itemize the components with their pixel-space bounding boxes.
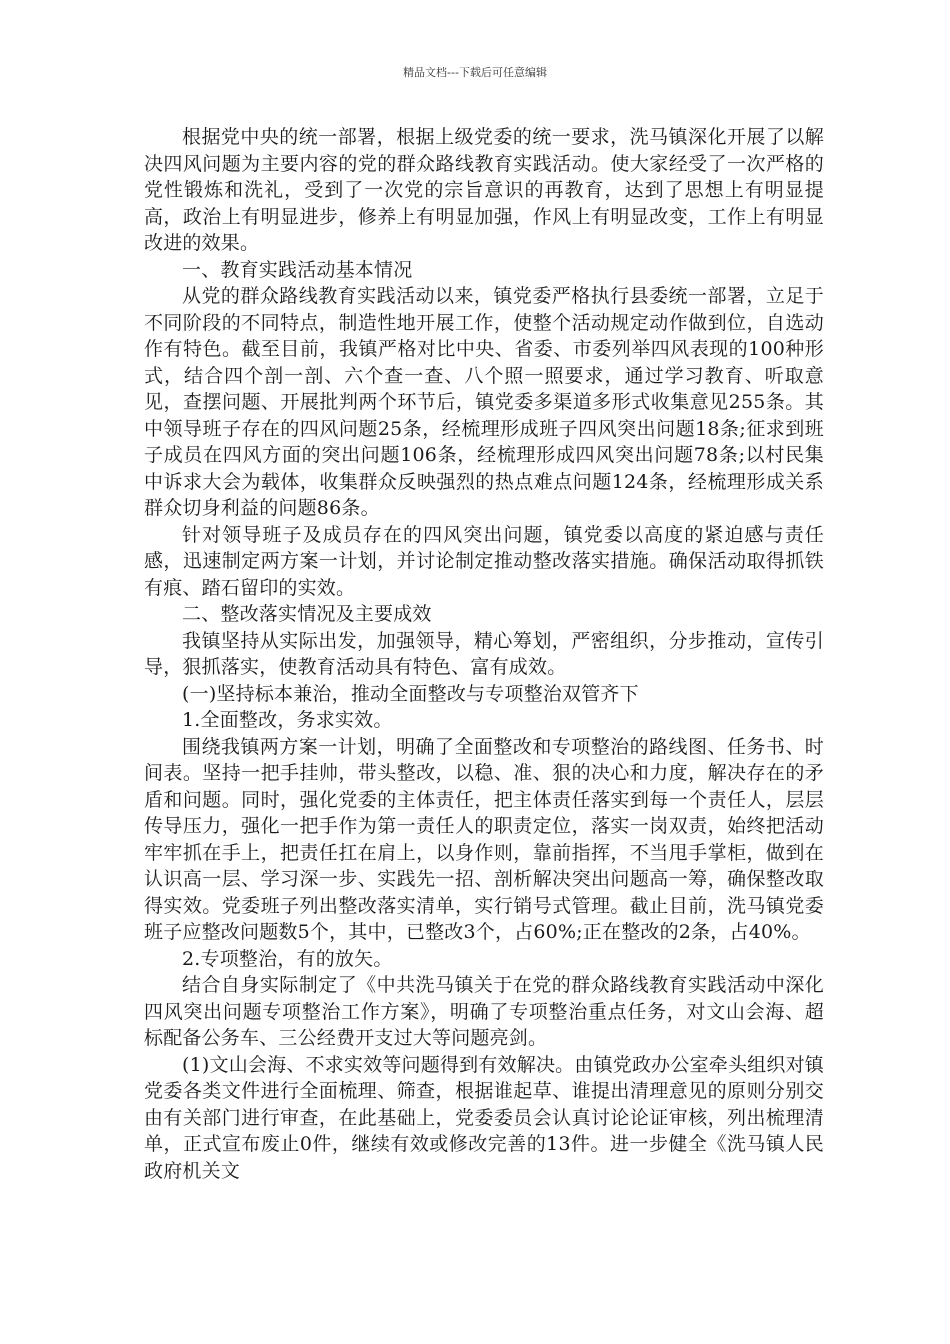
section-heading: (一)坚持标本兼治，推动全面整改与专项整治双管齐下 <box>182 682 639 705</box>
page-header: 精品文档---下载后可任意编辑 <box>403 66 547 79</box>
section-heading: 一、教育实践活动基本情况 <box>182 258 413 281</box>
body-paragraph: 我镇坚持从实际出发，加强领导，精心筹划，严密组织，分步推动，宣传引导，狠抓落实，使教育活动具有特色、富有成效。 <box>144 629 824 678</box>
body-paragraph: (1)文山会海、不求实效等问题得到有效解决。由镇党政办公室牵头组织对镇党委各类文件进行全面梳理、筛查，根据谁起草、谁提出清理意见的原则分别交由有关部门进行审查，在此基础上，党委委员会认真讨论论证审核，列出梳理清单，正式宣布废止0件，继续有效或修改完善的13件。进一步健全《洗马镇人民政府机关文 <box>144 1053 824 1182</box>
body-paragraph: 围绕我镇两方案一计划，明确了全面整改和专项整治的路线图、任务书、时间表。坚持一把手挂帅，带头整改，以稳、准、狠的决心和力度，解决存在的矛盾和问题。同时，强化党委的主体责任，把主体责任落实到每一个责任人，层层传导压力，强化一把手作为第一责任人的职责定位，落实一岗双责，始终把活动牢牢抓在手上，把责任扛在肩上，以身作则，靠前指挥，不当甩手掌柜，做到在认识高一层、学习深一步、实践先一招、剖析解决突出问题高一筹，确保整改取得实效。党委班子列出整改落实清单，实行销号式管理。截止目前，洗马镇党委班子应整改问题数5个，其中，已整改3个，占60%;正在整改的2条，占40%。 <box>144 735 824 943</box>
section-heading: 2.专项整治，有的放矢。 <box>182 947 393 970</box>
section-heading: 1.全面整改，务求实效。 <box>182 709 393 731</box>
body-paragraph: 根据党中央的统一部署，根据上级党委的统一要求，洗马镇深化开展了以解决四风问题为主要内容的党的群众路线教育实践活动。使大家经受了一次严格的党性锻炼和洗礼，受到了一次党的宗旨意识的再教育，达到了思想上有明显提高，政治上有明显进步，修养上有明显加强，作风上有明显改变，工作上有明显改进的效果。 <box>144 126 824 254</box>
body-paragraph: 针对领导班子及成员存在的四风突出问题，镇党委以高度的紧迫感与责任感，迅速制定两方案一计划，并讨论制定推动整改落实措施。确保活动取得抓铁有痕、踏石留印的实效。 <box>144 523 824 599</box>
document-body <box>144 124 824 1184</box>
section-heading: 二、整改落实情况及主要成效 <box>182 603 432 625</box>
body-paragraph: 从党的群众路线教育实践活动以来，镇党委严格执行县委统一部署，立足于不同阶段的不同特点，制造性地开展工作，使整个活动规定动作做到位，自选动作有特色。截至目前，我镇严格对比中央、省委、市委列举四风表现的100种形式，结合四个剖一剖、六个查一查、八个照一照要求，通过学习教育、听取意见，查摆问题、开展批判两个环节后，镇党委多渠道多形式收集意见255条。其中领导班子存在的四风问题25条，经梳理形成班子四风突出问题18条;征求到班子成员在四风方面的突出问题106条，经梳理形成四风突出问题78条;以村民集中诉求大会为载体，收集群众反映强烈的热点难点问题124条，经梳理形成关系群众切身利益的问题86条。 <box>144 285 824 519</box>
body-paragraph: 结合自身实际制定了《中共洗马镇关于在党的群众路线教育实践活动中深化四风突出问题专项整治工作方案》，明确了专项整治重点任务，对文山会海、超标配备公务车、三公经费开支过大等问题亮剑。 <box>144 974 824 1049</box>
